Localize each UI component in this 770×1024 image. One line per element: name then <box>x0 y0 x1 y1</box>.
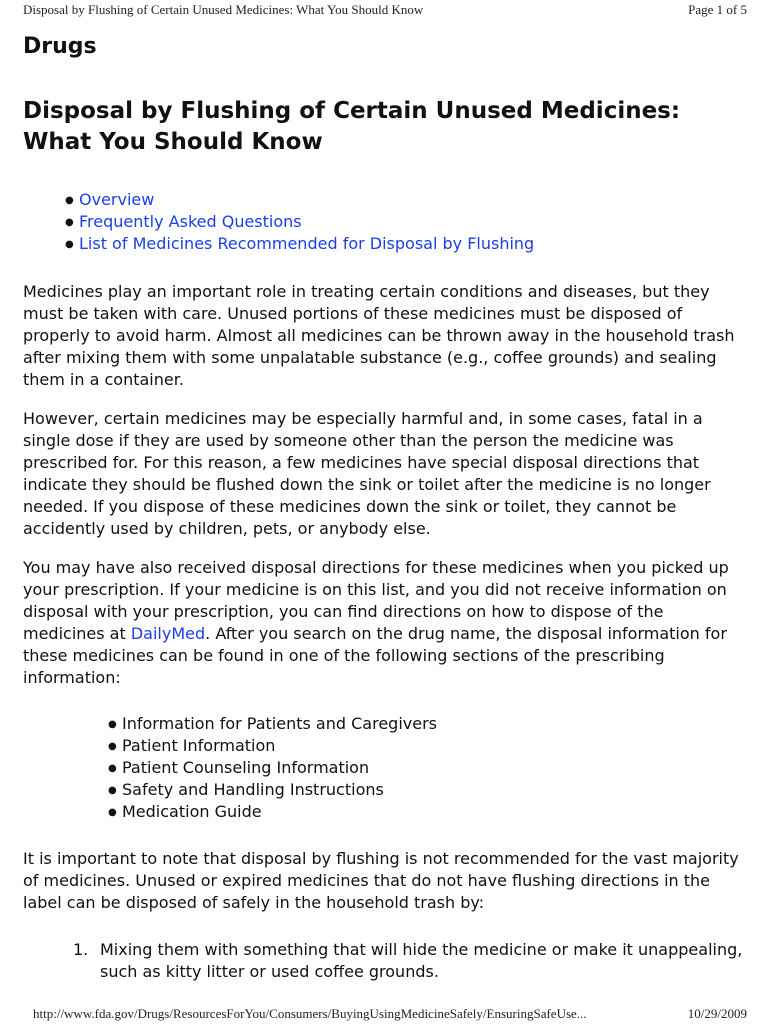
list-item: ● Medication Guide <box>108 801 437 823</box>
toc-link-faq[interactable]: Frequently Asked Questions <box>79 212 302 231</box>
harm-paragraph: However, certain medicines may be especially harmful and, in some cases, fatal in a single dose if they are used by someone other than the person the medicine was prescribed for. For this reason, a few medicines have special disposal directions that indicate they should be flushed down the sink or toilet after the medicine is no longer needed. If you dispose of these medicines down the sink or toilet, they cannot be accidently used by children, pets, or anybody else. <box>23 409 711 538</box>
trash-disposal-paragraph: It is important to note that disposal by flushing is not recommended for the vast majority of medicines. Unused or expired medicines that do not have flushing directions in the label can be disposed of safely in the household trash by: <box>23 849 739 912</box>
list-item <box>73 939 743 983</box>
directions-paragraph <box>23 557 743 689</box>
label-sections-list <box>108 713 437 823</box>
dailymed-link[interactable]: DailyMed <box>130 624 206 643</box>
list-item: ● Patient Information <box>108 735 437 757</box>
list-item: ● Patient Counseling Information <box>108 757 437 779</box>
toc-item <box>65 189 534 211</box>
toc-item <box>65 211 534 233</box>
page-title: Disposal by Flushing of Certain Unused Medicines: What You Should Know <box>23 98 681 155</box>
print-footer-date: 10/29/2009 <box>687 1006 747 1021</box>
print-header-page-number: Page 1 of 5 <box>688 2 747 17</box>
directions-text-before: You may have also received disposal directions for these medicines when you picked up your prescription. If your medicine is on this list, and you did not receive information on disposal with your prescription, you can find directions on how to dispose of the medicines at <box>23 558 729 643</box>
intro-paragraph: Medicines play an important role in treating certain conditions and diseases, but they must be taken with care. Unused portions of these medicines must be disposed of properly to avoid harm. Almost all medicines can be thrown away in the household trash after mixing them with some unpalatable substance (e.g., coffee grounds) and sealing them in a container. <box>23 282 735 389</box>
directions-text-after: . After you search on the drug name, the disposal information for these medicines can be found in one of the following sections of the prescribing information: <box>23 624 727 687</box>
disposal-steps-list <box>73 939 743 983</box>
table-of-contents <box>65 189 534 255</box>
print-footer-url: http://www.fda.gov/Drugs/ResourcesForYou/Consumers/BuyingUsingMedicineSafely/EnsuringSafeUse... <box>33 1006 587 1021</box>
section-heading: Drugs <box>23 34 97 59</box>
list-item: ● Information for Patients and Caregivers <box>108 713 437 735</box>
print-header <box>0 0 770 22</box>
print-footer <box>0 1004 770 1024</box>
print-header-title: Disposal by Flushing of Certain Unused Medicines: What You Should Know <box>23 2 424 17</box>
list-item: ● Safety and Handling Instructions <box>108 779 437 801</box>
step-number: 1. <box>73 940 89 959</box>
step-text: Mixing them with something that will hide the medicine or make it unappealing, such as kitty litter or used coffee grounds. <box>100 940 743 981</box>
toc-link-overview[interactable]: Overview <box>79 190 155 209</box>
toc-link-flush-list[interactable]: List of Medicines Recommended for Disposal by Flushing <box>79 234 535 253</box>
toc-item <box>65 233 534 255</box>
